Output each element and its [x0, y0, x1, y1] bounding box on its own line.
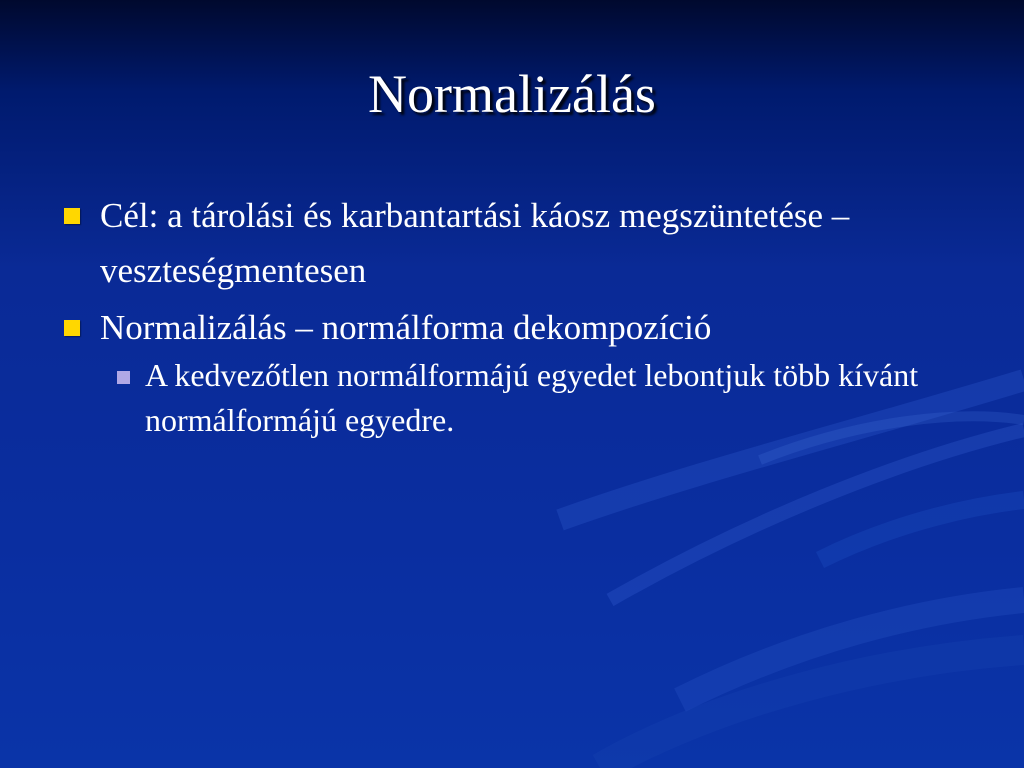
sub-bullet-text: A kedvezőtlen normálformájú egyedet lebontjuk több kívánt normálformájú egyedre.	[145, 357, 919, 438]
bullet-item	[60, 188, 940, 298]
sub-bullet-item	[60, 353, 940, 443]
slide-content	[60, 188, 940, 443]
square-bullet-icon	[64, 320, 80, 336]
bullet-text: Normalizálás – normálforma dekompozíció	[100, 308, 712, 347]
bullet-text: Cél: a tárolási és karbantartási káosz megszüntetése – veszteségmentesen	[100, 196, 850, 290]
square-sub-bullet-icon	[117, 371, 130, 384]
bullet-item	[60, 300, 940, 355]
slide-title: Normalizálás	[368, 64, 656, 124]
square-bullet-icon	[64, 208, 80, 224]
